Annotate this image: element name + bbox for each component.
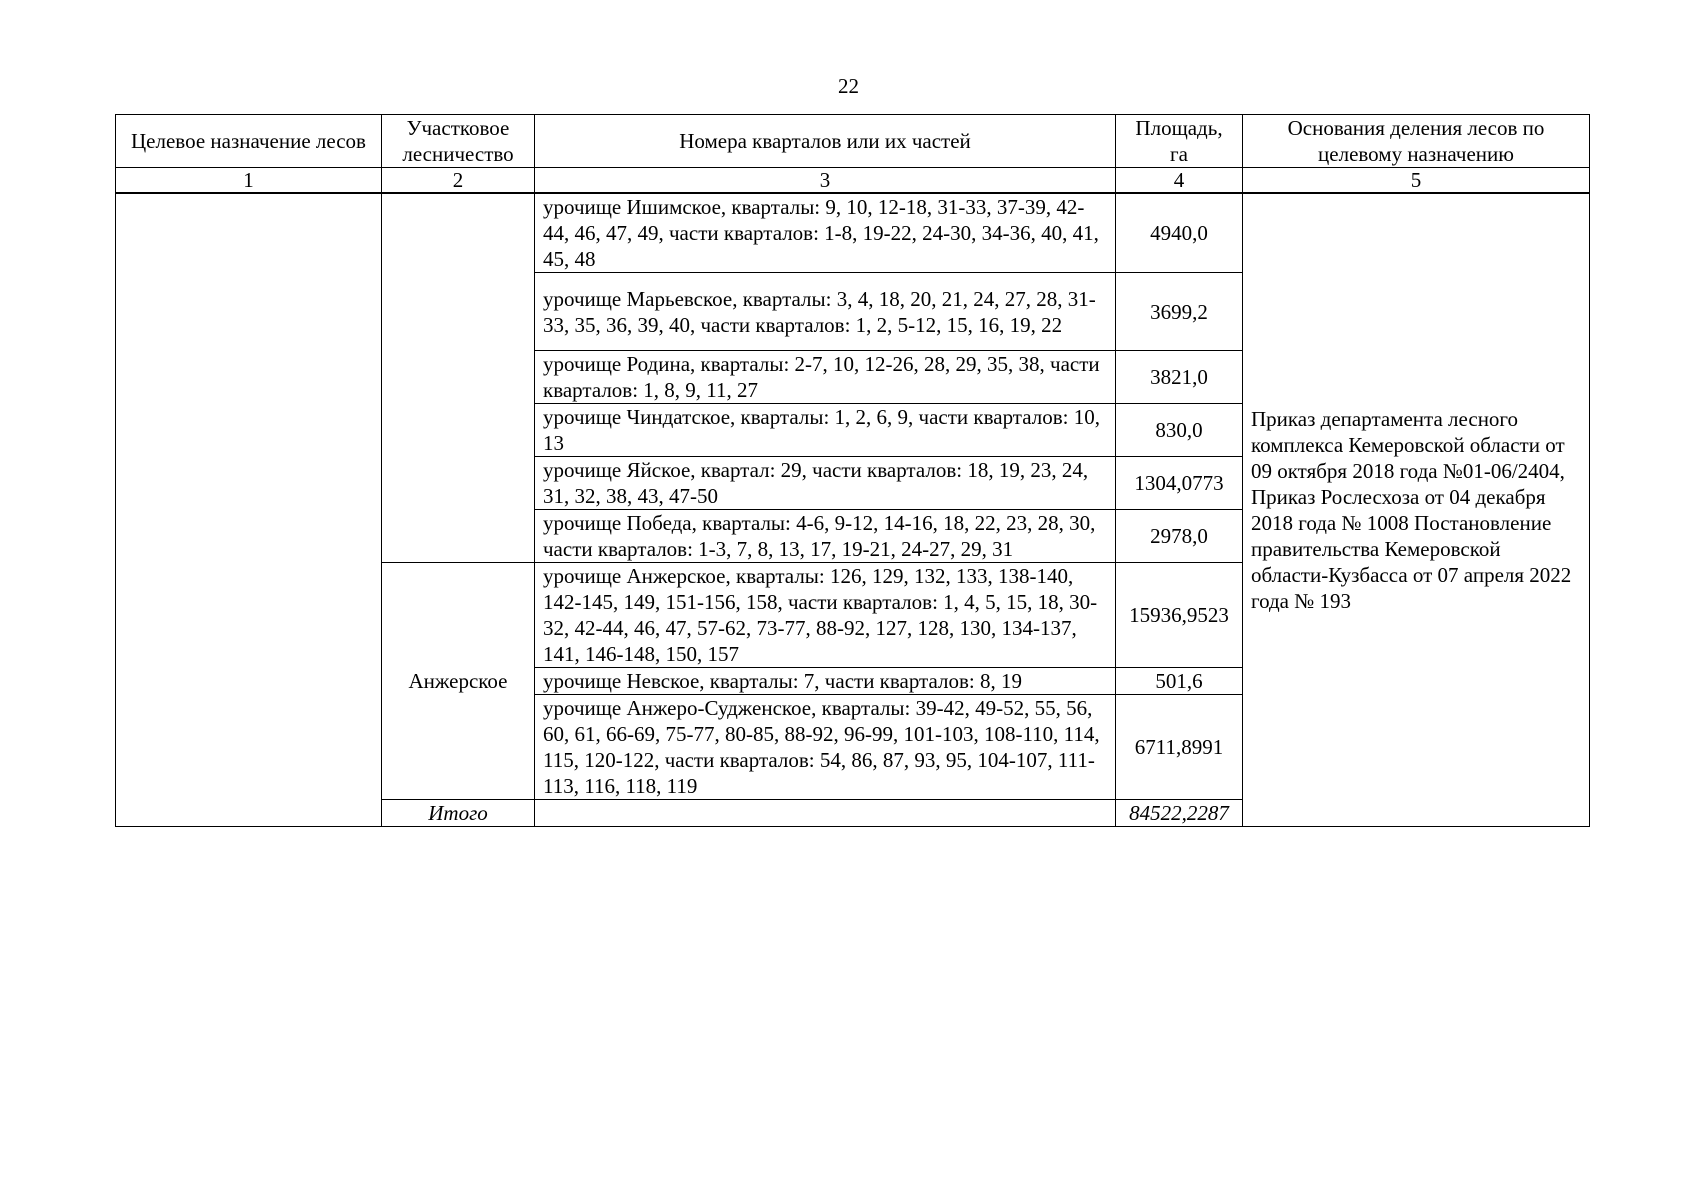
header-quarters: Номера кварталов или их частей <box>535 115 1116 168</box>
column-number-3: 3 <box>535 168 1116 194</box>
header-basis: Основания деления лесов по целевому назначению <box>1243 115 1590 168</box>
quarters-cell: урочище Марьевское, кварталы: 3, 4, 18, 20, 21, 24, 27, 28, 31-33, 35, 36, 39, 40, части кварталов: 1, 2, 5-12, 15, 16, 19, 22 <box>535 273 1116 351</box>
quarters-cell: урочище Невское, кварталы: 7, части кварталов: 8, 19 <box>535 668 1116 695</box>
header-purpose: Целевое назначение лесов <box>116 115 382 168</box>
forestry-cell-unnamed <box>382 193 535 563</box>
quarters-cell: урочище Родина, кварталы: 2-7, 10, 12-26, 28, 29, 35, 38, части кварталов: 1, 8, 9, 11, 27 <box>535 351 1116 404</box>
area-cell: 4940,0 <box>1116 193 1243 273</box>
area-cell: 2978,0 <box>1116 510 1243 563</box>
quarters-cell: урочище Анжерское, кварталы: 126, 129, 132, 133, 138-140, 142-145, 149, 151-156, 158, части кварталов: 1, 4, 5, 15, 18, 30-32, 42-44, 46, 47, 57-62, 73-77, 88-92, 127, 128, 130, 134-137, 141, 146-148, 150, 157 <box>535 563 1116 668</box>
area-cell: 3821,0 <box>1116 351 1243 404</box>
table-row <box>116 193 1590 273</box>
area-cell: 501,6 <box>1116 668 1243 695</box>
purpose-cell <box>116 193 382 827</box>
quarters-cell: урочище Чиндатское, кварталы: 1, 2, 6, 9, части кварталов: 10, 13 <box>535 404 1116 457</box>
header-forestry: Участковое лесничество <box>382 115 535 168</box>
basis-cell: Приказ департамента лесного комплекса Кемеровской области от 09 октября 2018 года №01-06/2404, Приказ Рослесхоза от 04 декабря 2018 года № 1008 Постановление правительства Кемеровской области-Кузбасса от 07 апреля 2022 года № 193 <box>1243 193 1590 827</box>
total-area: 84522,2287 <box>1116 800 1243 827</box>
forest-purpose-table <box>115 114 1590 827</box>
column-number-5: 5 <box>1243 168 1590 194</box>
total-label: Итого <box>382 800 535 827</box>
page-number: 22 <box>838 74 859 98</box>
column-number-4: 4 <box>1116 168 1243 194</box>
column-number-1: 1 <box>116 168 382 194</box>
total-empty-cell <box>535 800 1116 827</box>
forestry-cell-anzherskoe: Анжерское <box>382 563 535 800</box>
area-cell: 830,0 <box>1116 404 1243 457</box>
quarters-cell: урочище Яйское, квартал: 29, части кварталов: 18, 19, 23, 24, 31, 32, 38, 43, 47-50 <box>535 457 1116 510</box>
area-cell: 1304,0773 <box>1116 457 1243 510</box>
header-area: Площадь, га <box>1116 115 1243 168</box>
quarters-cell: урочище Анжеро-Судженское, кварталы: 39-42, 49-52, 55, 56, 60, 61, 66-69, 75-77, 80-85, 88-92, 96-99, 101-103, 108-110, 114, 115, 120-122, части кварталов: 54, 86, 87, 93, 95, 104-107, 111-113, 116, 118, 119 <box>535 695 1116 800</box>
area-cell: 15936,9523 <box>1116 563 1243 668</box>
area-cell: 6711,8991 <box>1116 695 1243 800</box>
quarters-cell: урочище Ишимское, кварталы: 9, 10, 12-18, 31-33, 37-39, 42-44, 46, 47, 49, части кварталов: 1-8, 19-22, 24-30, 34-36, 40, 41, 45, 48 <box>535 193 1116 273</box>
quarters-cell: урочище Победа, кварталы: 4-6, 9-12, 14-16, 18, 22, 23, 28, 30, части кварталов: 1-3, 7, 8, 13, 17, 19-21, 24-27, 29, 31 <box>535 510 1116 563</box>
column-number-2: 2 <box>382 168 535 194</box>
area-cell: 3699,2 <box>1116 273 1243 351</box>
